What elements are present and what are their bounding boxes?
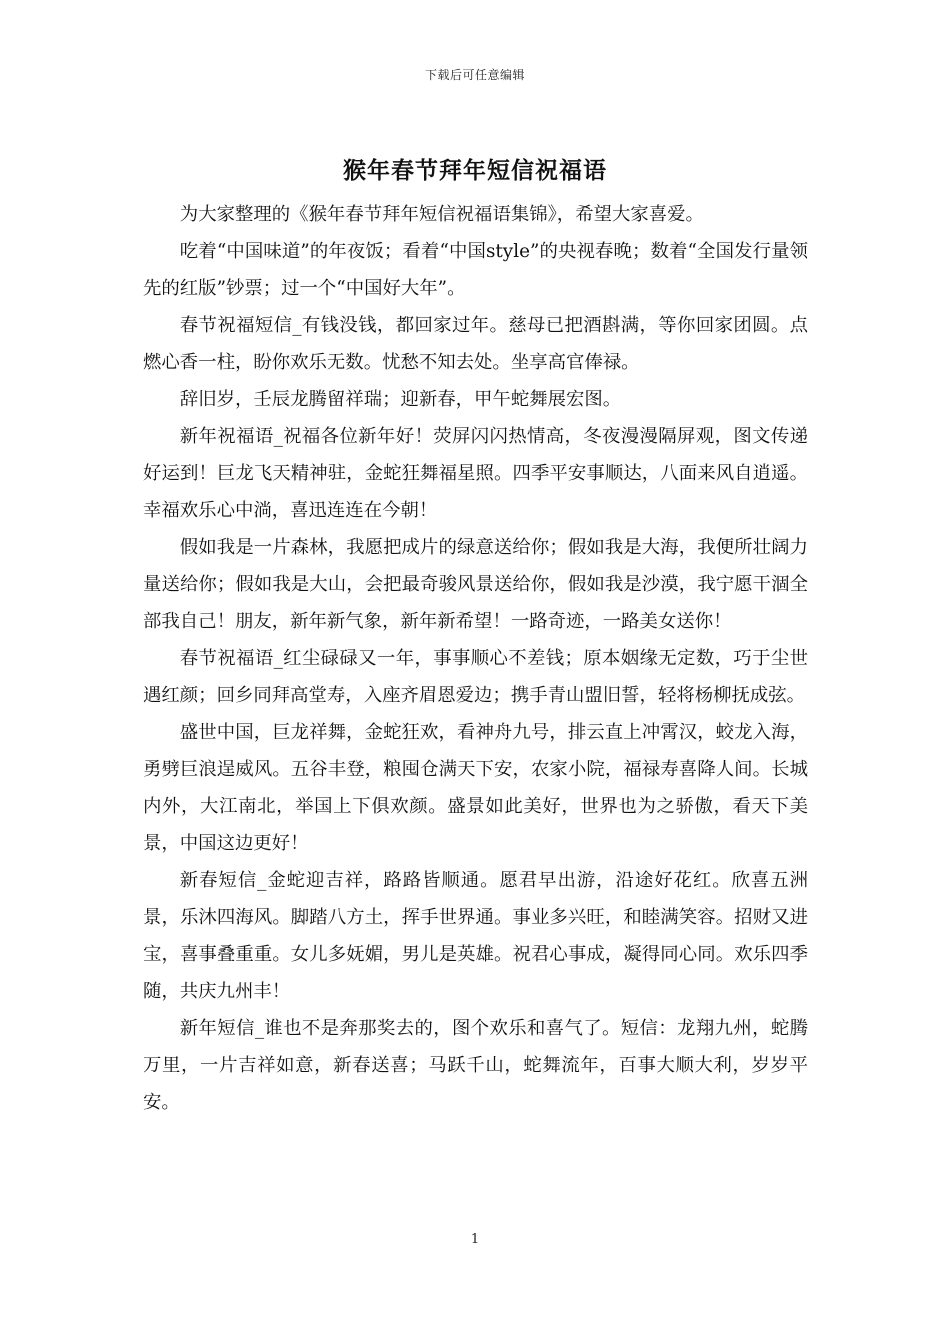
paragraph: 新年短信_谁也不是奔那奖去的，图个欢乐和喜气了。短信：龙翔九州，蛇腾万里，一片吉祥如意，新春送喜；马跃千山，蛇舞流年，百事大顺大利，岁岁平安。 (143, 1018, 808, 1113)
paragraph: 春节祝福语_红尘碌碌又一年，事事顺心不差钱；原本姻缘无定数，巧于尘世遇红颜；回乡同拜高堂寿，入座齐眉恩爱边；携手青山盟旧誓，轻将杨柳抚成弦。 (143, 648, 808, 706)
page-header-note: 下载后可任意编辑 (424, 68, 525, 82)
document-body (143, 196, 808, 1121)
paragraph: 吃着“中国味道”的年夜饭；看着“中国style”的央视春晚；数着“全国发行量领先的红版”钞票；过一个“中国好大年”。 (143, 241, 808, 299)
paragraph: 新春短信_金蛇迎吉祥，路路皆顺通。愿君早出游，沿途好花红。欣喜五洲景，乐沐四海风。脚踏八方土，挥手世界通。事业多兴旺，和睦满笑容。招财又进宝，喜事叠重重。女儿多妩媚，男儿是英雄。祝君心事成，凝得同心同。欢乐四季随，共庆九州丰！ (143, 870, 808, 1002)
document-title: 猴年春节拜年短信祝福语 (343, 157, 607, 184)
paragraph: 盛世中国，巨龙祥舞，金蛇狂欢，看神舟九号，排云直上冲霄汉，蛟龙入海，勇劈巨浪逞威风。五谷丰登，粮囤仓满天下安，农家小院，福禄寿喜降人间。长城内外，大江南北，举国上下俱欢颜。盛景如此美好，世界也为之骄傲，看天下美景，中国这边更好！ (143, 722, 808, 854)
paragraph: 新年祝福语_祝福各位新年好！荧屏闪闪热情高，冬夜漫漫隔屏观，图文传递好运到！巨龙飞天精神驻，金蛇狂舞福星照。四季平安事顺达，八面来风自逍遥。幸福欢乐心中淌，喜迅连连在今朝！ (143, 426, 808, 521)
paragraph: 假如我是一片森林，我愿把成片的绿意送给你；假如我是大海，我便所壮阔力量送给你；假如我是大山，会把最奇骏风景送给你，假如我是沙漠，我宁愿干涸全部我自己！朋友，新年新气象，新年新希望！一路奇迹，一路美女送你！ (143, 537, 808, 632)
paragraph: 春节祝福短信_有钱没钱，都回家过年。慈母已把酒斟满，等你回家团圆。点燃心香一柱，盼你欢乐无数。忧愁不知去处。坐享高官俸禄。 (143, 315, 808, 373)
page-number: 1 (470, 1232, 480, 1247)
paragraph-intro: 为大家整理的《猴年春节拜年短信祝福语集锦》，希望大家喜爱。 (179, 204, 704, 225)
paragraph: 辞旧岁，壬辰龙腾留祥瑞；迎新春，甲午蛇舞展宏图。 (179, 389, 622, 410)
